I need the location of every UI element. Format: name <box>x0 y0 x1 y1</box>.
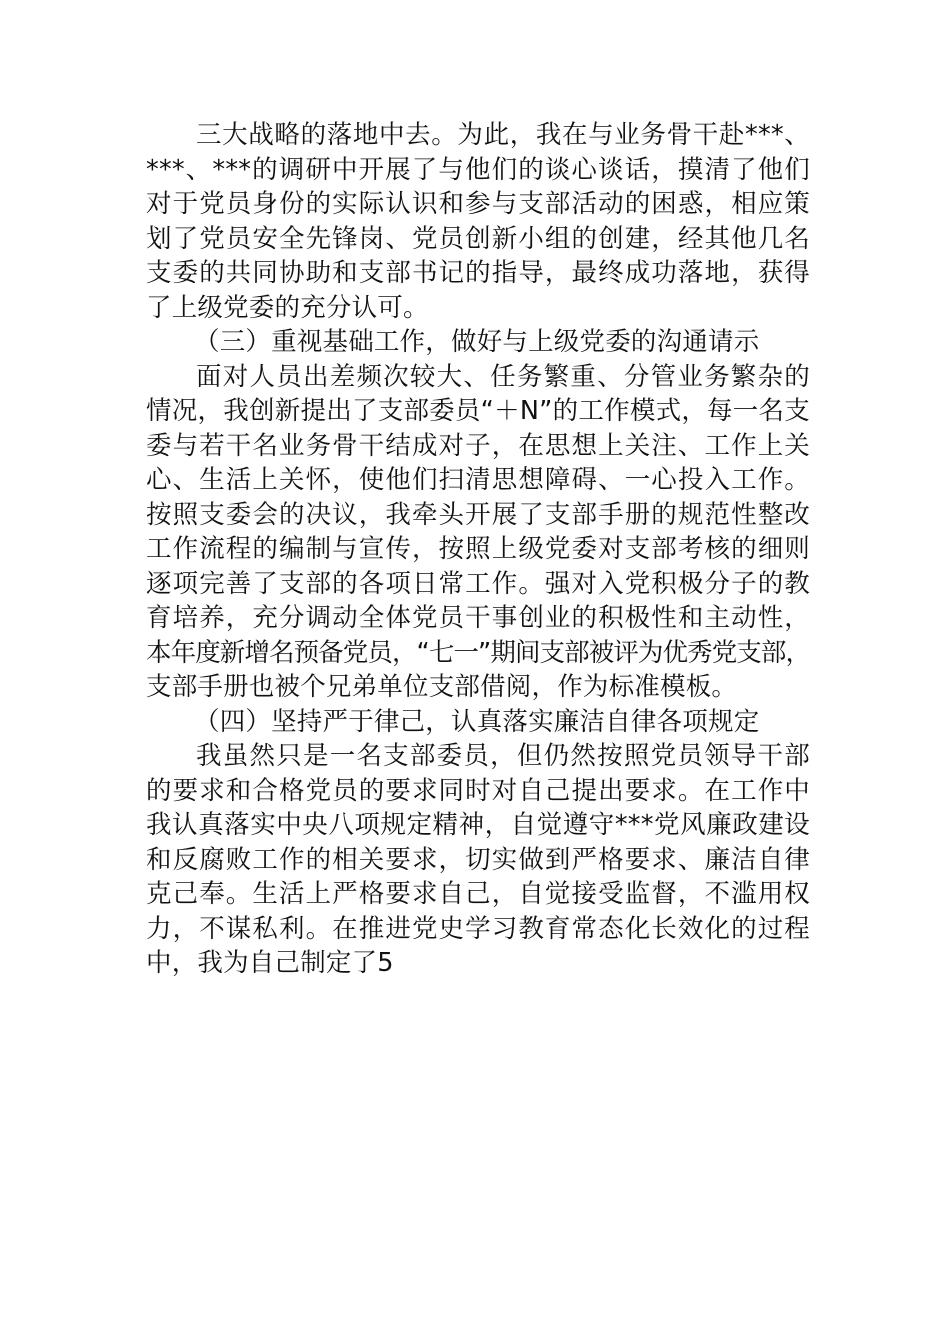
text-line: 支委的共同协助和支部书记的指导，最终成功落地，获得 <box>146 258 810 288</box>
document-body <box>146 118 810 981</box>
text-line: 心、生活上关怀，使他们扫清思想障碍、一心投入工作。 <box>146 465 810 495</box>
text-line: 的要求和合格党员的要求同时对自己提出要求。在工作中 <box>146 775 810 806</box>
text-line: 克己奉。生活上严格要求自己，自觉接受监督，不滥用权 <box>146 879 810 909</box>
text-line: 中，我为自己制定了5 <box>146 948 394 978</box>
text-line: 本年度新增名预备党员，“七一”期间支部被评为优秀党支部， <box>146 637 810 668</box>
text-line: 委与若干名业务骨干结成对子，在思想上关注、工作上关 <box>146 430 810 461</box>
text-line: 对于党员身份的实际认识和参与支部活动的困惑，相应策 <box>146 189 810 219</box>
section-heading-4: （四）坚持严于律己，认真落实廉洁自律各项规定 <box>194 706 760 737</box>
text-line: 支部手册也被个兄弟单位支部借阅，作为标准模板。 <box>146 672 738 702</box>
text-line: 面对人员出差频次较大、任务繁重、分管业务繁杂的 <box>196 361 810 392</box>
text-line: 按照支委会的决议，我牵头开展了支部手册的规范性整改 <box>146 499 810 530</box>
text-line: 工作流程的编制与宣传，按照上级党委对支部考核的细则 <box>146 534 810 564</box>
section-heading-3: （三）重视基础工作，做好与上级党委的沟通请示 <box>194 327 760 357</box>
text-line: 力，不谋私利。在推进党史学习教育常态化长效化的过程 <box>146 913 810 944</box>
text-line: 了上级党委的充分认可。 <box>146 292 429 323</box>
text-line: 我认真落实中央八项规定精神，自觉遵守***党风廉政建设 <box>146 810 810 840</box>
text-line: 育培养，充分调动全体党员干事创业的积极性和主动性， <box>146 603 810 633</box>
text-line: ***、***的调研中开展了与他们的谈心谈话，摸清了他们 <box>146 154 810 185</box>
text-line: 划了党员安全先锋岗、党员创新小组的创建，经其他几名 <box>146 223 810 254</box>
text-line: 我虽然只是一名支部委员，但仍然按照党员领导干部 <box>196 741 810 771</box>
text-line: 三大战略的落地中去。为此，我在与业务骨干赴***、 <box>196 120 810 150</box>
text-line: 和反腐败工作的相关要求，切实做到严格要求、廉洁自律 <box>146 844 810 875</box>
text-line: 逐项完善了支部的各项日常工作。强对入党积极分子的教 <box>146 568 810 599</box>
text-line: 情况，我创新提出了支部委员“＋N”的工作模式，每一名支 <box>146 396 810 426</box>
